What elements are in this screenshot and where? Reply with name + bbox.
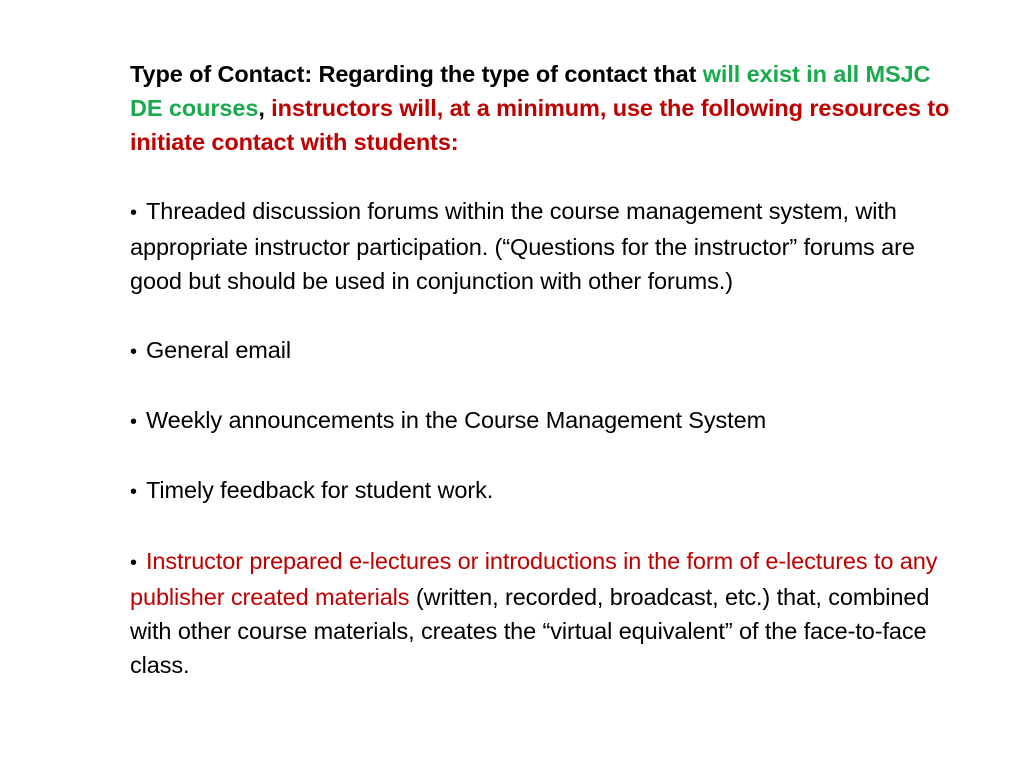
- bullet-item-electures: [130, 544, 960, 683]
- bullet-item-email: [130, 333, 960, 369]
- bullet-red-text: Instructor prepared e-lectures or introductions in the form of e-lectures to any publisher created materials: [130, 547, 938, 610]
- bullet-item-feedback: [130, 473, 960, 509]
- bullet-icon: •: [130, 551, 137, 574]
- slide-body: [130, 57, 960, 717]
- bullet-text: Threaded discussion forums within the course management system, with appropriate instructor participation. (“Questions for the instructor” forums are good but should be used in conjunction with other forums.): [130, 197, 915, 295]
- bullet-text: Timely feedback for student work.: [146, 477, 494, 504]
- bullet-icon: •: [130, 481, 137, 504]
- heading-text: Type of Contact: Regarding the type of contact that: [130, 61, 703, 87]
- bullet-icon: •: [130, 201, 137, 224]
- bullet-text: General email: [146, 336, 291, 363]
- bullet-text: (written, recorded, broadcast, etc.) that, combined with other course materials, creates the “virtual equivalent” of the face-to-face class.: [130, 583, 930, 679]
- bullet-icon: •: [130, 410, 137, 433]
- heading-red-text: instructors will, at a minimum, use the following resources to initiate contact with students:: [130, 95, 950, 156]
- bullet-icon: •: [130, 340, 137, 363]
- heading-comma: ,: [258, 95, 265, 122]
- heading-paragraph: [130, 57, 960, 160]
- bullet-item-forums: [130, 194, 960, 299]
- heading-green-text: will exist in all MSJC DE courses: [130, 61, 931, 122]
- bullet-text: Weekly announcements in the Course Management System: [146, 406, 767, 433]
- bullet-item-announcements: [130, 403, 960, 439]
